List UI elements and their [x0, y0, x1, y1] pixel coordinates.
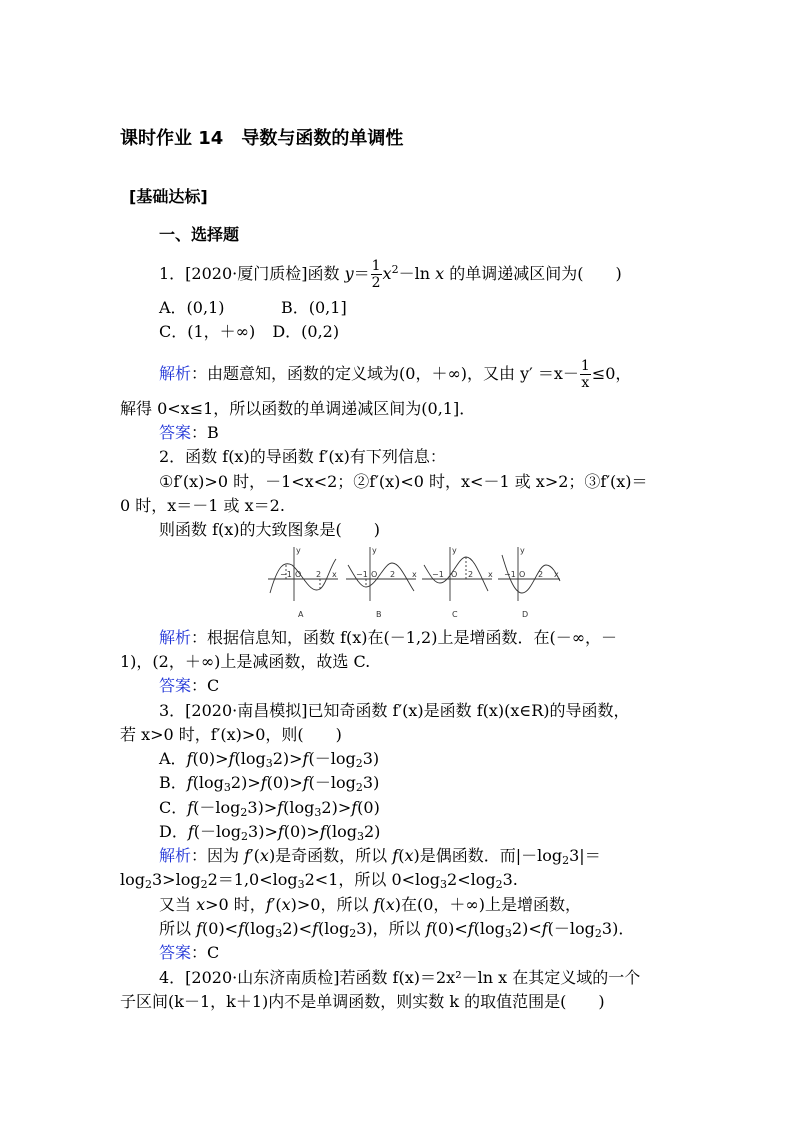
q1-option-b: B．(0,1]: [281, 298, 347, 317]
q2-question: 则函数 f(x)的大致图象是( ): [159, 520, 381, 539]
analysis-fraction: $\frac{1}{x}$: [580, 358, 590, 391]
q1-stem: 1．[2020·厦门质检]函数 y＝ $\frac{1}{2}$ $x^2-\ln$ x 的单调递减区间为( ): [159, 258, 622, 291]
q1-option-a: A．(0,1): [159, 298, 225, 317]
q2-info-cont: 0 时，x＝－1 或 x＝2.: [120, 496, 285, 515]
page-title: 课时作业 14 导数与函数的单调性: [120, 128, 404, 149]
q3-option-b: B．$f(\log_32)>f(0)>f(-\log_23)$: [159, 773, 380, 794]
svg-text:−1: −1: [356, 570, 368, 579]
q3-analysis: 解析：因为 f′(x)是奇函数，所以 f(x)是偶函数．而$|-\log_23|=$: [159, 846, 601, 867]
svg-text:O: O: [451, 570, 458, 579]
svg-text:x: x: [332, 570, 337, 579]
q3-analysis-cont: $\log_23>\log_22=1,0<\log_32<1$，所以 $0<\log_32<\log_23$.: [120, 870, 518, 891]
svg-text:O: O: [371, 570, 378, 579]
q4-stem-cont: 子区间(k－1，k＋1)内不是单调函数，则实数 k 的取值范围是( ): [120, 992, 605, 1011]
svg-text:2: 2: [538, 570, 544, 579]
svg-text:2: 2: [468, 570, 474, 579]
graph-label-c: C: [452, 610, 458, 619]
svg-text:x: x: [488, 570, 493, 579]
q2-option-graphs: [266, 545, 562, 623]
q3-stem: 3．[2020·南昌模拟]已知奇函数 f′(x)是函数 f(x)(x∈R)的导函数，: [159, 701, 630, 720]
q3-analysis-cont2: 又当 x>0 时，f′(x)>0，所以 f(x)在(0，＋∞)上是增函数，: [159, 895, 582, 914]
svg-text:y: y: [520, 546, 525, 555]
answer-label: 答案: [159, 676, 192, 695]
graph-label-b: B: [376, 610, 382, 619]
q1-fraction: $\frac{1}{2}$: [371, 258, 381, 291]
q3-analysis-cont3: 所以 $f(0)<f(\log_32)<f(\log_23)$，所以 $f(0)<f(\log_32)<f(-\log_23)$．: [159, 919, 635, 940]
analysis-label: 解析: [159, 628, 192, 647]
svg-text:−1: −1: [280, 570, 292, 579]
answer-label: 答案: [159, 943, 192, 962]
svg-text:x: x: [554, 570, 559, 579]
q2-info: ①f′(x)>0 时，－1<x<2；②f′(x)<0 时，x<－1 或 x>2；③f′(x)＝: [159, 472, 648, 491]
q1-options-cd: [159, 321, 339, 343]
q1-options-ab: [159, 297, 347, 319]
svg-text:2: 2: [316, 570, 322, 579]
q2-stem: 2．函数 f(x)的导函数 f′(x)有下列信息：: [159, 447, 446, 466]
q1-option-d: D．(0,2): [272, 322, 340, 341]
answer-label: 答案: [159, 423, 192, 442]
q1-answer: 答案：B: [159, 423, 219, 442]
analysis-label: 解析: [159, 846, 192, 865]
q1-analysis: 解析：由题意知，函数的定义域为(0，＋∞)，又由 y′ ＝x－ $\frac{1}{x}$ ≤0，: [159, 358, 632, 391]
svg-text:y: y: [452, 546, 457, 555]
svg-text:O: O: [519, 570, 526, 579]
analysis-label: 解析: [159, 364, 192, 383]
graph-label-a: A: [298, 610, 304, 619]
q2-analysis-cont: 1)，(2，＋∞)上是减函数，故选 C.: [120, 652, 371, 671]
svg-text:y: y: [296, 546, 301, 555]
svg-text:−1: −1: [432, 570, 444, 579]
q1-option-c: C．(1，＋∞): [159, 322, 256, 341]
subsection-heading: 一、选择题: [159, 225, 240, 244]
svg-text:y: y: [372, 546, 377, 555]
q2-answer: 答案：C: [159, 676, 220, 695]
svg-text:2: 2: [390, 570, 396, 579]
q1-analysis-cont: 解得 0<x≤1，所以函数的单调递减区间为(0,1]．: [120, 399, 476, 418]
q3-option-c: C．$f(-\log_23)>f(\log_32)>f(0)$: [159, 798, 380, 819]
q4-stem: 4．[2020·山东济南质检]若函数 f(x)＝2x²－ln x 在其定义域的一个: [159, 968, 641, 987]
svg-text:O: O: [295, 570, 302, 579]
q3-option-a: A．$f(0)>f(\log_32)>f(-\log_23)$: [159, 749, 380, 770]
svg-text:x: x: [412, 570, 417, 579]
q2-analysis: 解析：根据信息知，函数 f(x)在(－1,2)上是增函数．在(－∞，－: [159, 628, 618, 647]
q3-stem-cont: 若 x>0 时，f′(x)>0，则( ): [120, 725, 342, 744]
q3-option-d: D．$f(-\log_23)>f(0)>f(\log_32)$: [159, 822, 381, 843]
graph-label-d: D: [522, 610, 529, 619]
q3-answer: 答案：C: [159, 943, 220, 962]
svg-text:−1: −1: [504, 570, 516, 579]
section-heading: [基础达标]: [129, 187, 208, 206]
